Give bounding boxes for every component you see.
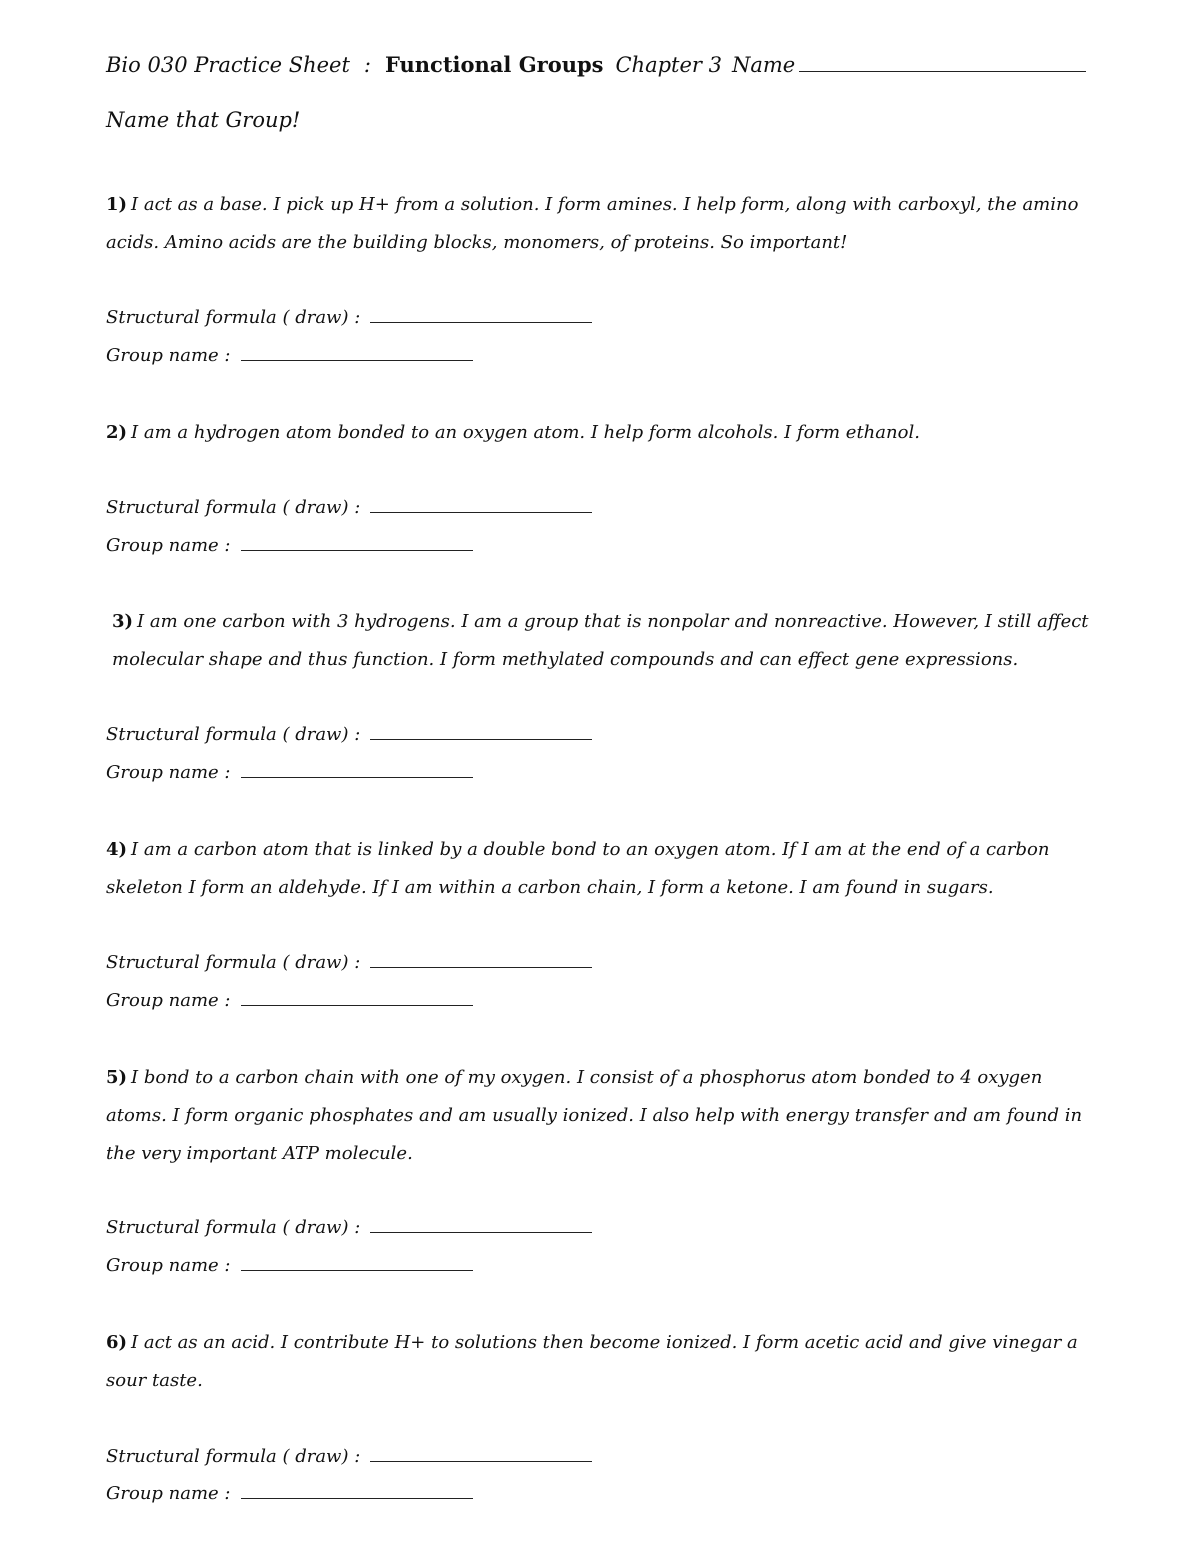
structural-formula-row-1	[106, 306, 592, 328]
group-name-label: Group name :	[106, 762, 231, 783]
question-text: I act as a base. I pick up H+ from a solution. I form amines. I help form, along with carboxyl, the amino acids. Amino acids are the building blocks, monomers, of proteins. So important!	[106, 194, 1079, 253]
structural-formula-row-4	[106, 951, 592, 973]
student-name-label: Name	[731, 53, 796, 77]
structural-formula-label: Structural formula ( draw) :	[106, 952, 361, 973]
group-name-row-1	[106, 344, 473, 366]
question-number: 3)	[112, 611, 134, 632]
chapter-label: Chapter 3	[615, 53, 722, 77]
question-text: I am a hydrogen atom bonded to an oxygen atom. I help form alcohols. I form ethanol.	[131, 422, 920, 443]
group-name-row-4	[106, 989, 473, 1011]
structural-formula-label: Structural formula ( draw) :	[106, 1446, 361, 1467]
structural-formula-field[interactable]	[370, 951, 592, 968]
course-title: Bio 030 Practice Sheet	[106, 53, 350, 77]
question-1	[106, 186, 1096, 262]
structural-formula-field[interactable]	[370, 1445, 592, 1462]
worksheet-subtitle: Name that Group!	[106, 108, 301, 132]
question-4	[106, 831, 1096, 907]
group-name-row-5	[106, 1254, 473, 1276]
question-3	[112, 603, 1096, 679]
group-name-field[interactable]	[241, 989, 473, 1006]
group-name-field[interactable]	[241, 1254, 473, 1271]
group-name-field[interactable]	[241, 534, 473, 551]
worksheet-header	[106, 52, 1086, 84]
group-name-field[interactable]	[241, 1482, 473, 1499]
group-name-field[interactable]	[241, 761, 473, 778]
structural-formula-field[interactable]	[370, 496, 592, 513]
structural-formula-row-3	[106, 723, 592, 745]
group-name-label: Group name :	[106, 1483, 231, 1504]
group-name-field[interactable]	[241, 344, 473, 361]
header-colon: :	[363, 53, 371, 77]
question-5	[106, 1059, 1096, 1173]
topic-title: Functional Groups	[384, 52, 604, 77]
structural-formula-field[interactable]	[370, 306, 592, 323]
structural-formula-row-6	[106, 1445, 592, 1467]
structural-formula-field[interactable]	[370, 723, 592, 740]
group-name-row-2	[106, 534, 473, 556]
question-text: I am one carbon with 3 hydrogens. I am a group that is nonpolar and nonreactive. However, I still affect molecular shape and thus function. I form methylated compounds and can effect gene expressions.	[112, 611, 1089, 670]
group-name-label: Group name :	[106, 1255, 231, 1276]
structural-formula-field[interactable]	[370, 1216, 592, 1233]
question-number: 1)	[106, 194, 128, 215]
question-number: 6)	[106, 1332, 128, 1353]
structural-formula-label: Structural formula ( draw) :	[106, 497, 361, 518]
question-text: I bond to a carbon chain with one of my oxygen. I consist of a phosphorus atom bonded to 4 oxygen atoms. I form organic phosphates and am usually ionized. I also help with energy transfer and am found in the very important ATP molecule.	[106, 1067, 1083, 1164]
structural-formula-row-2	[106, 496, 592, 518]
question-6	[106, 1324, 1096, 1400]
group-name-row-6	[106, 1482, 473, 1504]
question-number: 2)	[106, 422, 128, 443]
group-name-row-3	[106, 761, 473, 783]
question-number: 5)	[106, 1067, 128, 1088]
question-2	[106, 414, 1096, 452]
question-text: I am a carbon atom that is linked by a double bond to an oxygen atom. If I am at the end of a carbon skeleton I form an aldehyde. If I am within a carbon chain, I form a ketone. I am found in sugars.	[106, 839, 1050, 898]
student-name-field[interactable]	[799, 53, 1086, 72]
group-name-label: Group name :	[106, 535, 231, 556]
structural-formula-label: Structural formula ( draw) :	[106, 307, 361, 328]
structural-formula-row-5	[106, 1216, 592, 1238]
question-number: 4)	[106, 839, 128, 860]
question-text: I act as an acid. I contribute H+ to solutions then become ionized. I form acetic acid and give vinegar a sour taste.	[106, 1332, 1078, 1391]
structural-formula-label: Structural formula ( draw) :	[106, 1217, 361, 1238]
structural-formula-label: Structural formula ( draw) :	[106, 724, 361, 745]
group-name-label: Group name :	[106, 990, 231, 1011]
group-name-label: Group name :	[106, 345, 231, 366]
